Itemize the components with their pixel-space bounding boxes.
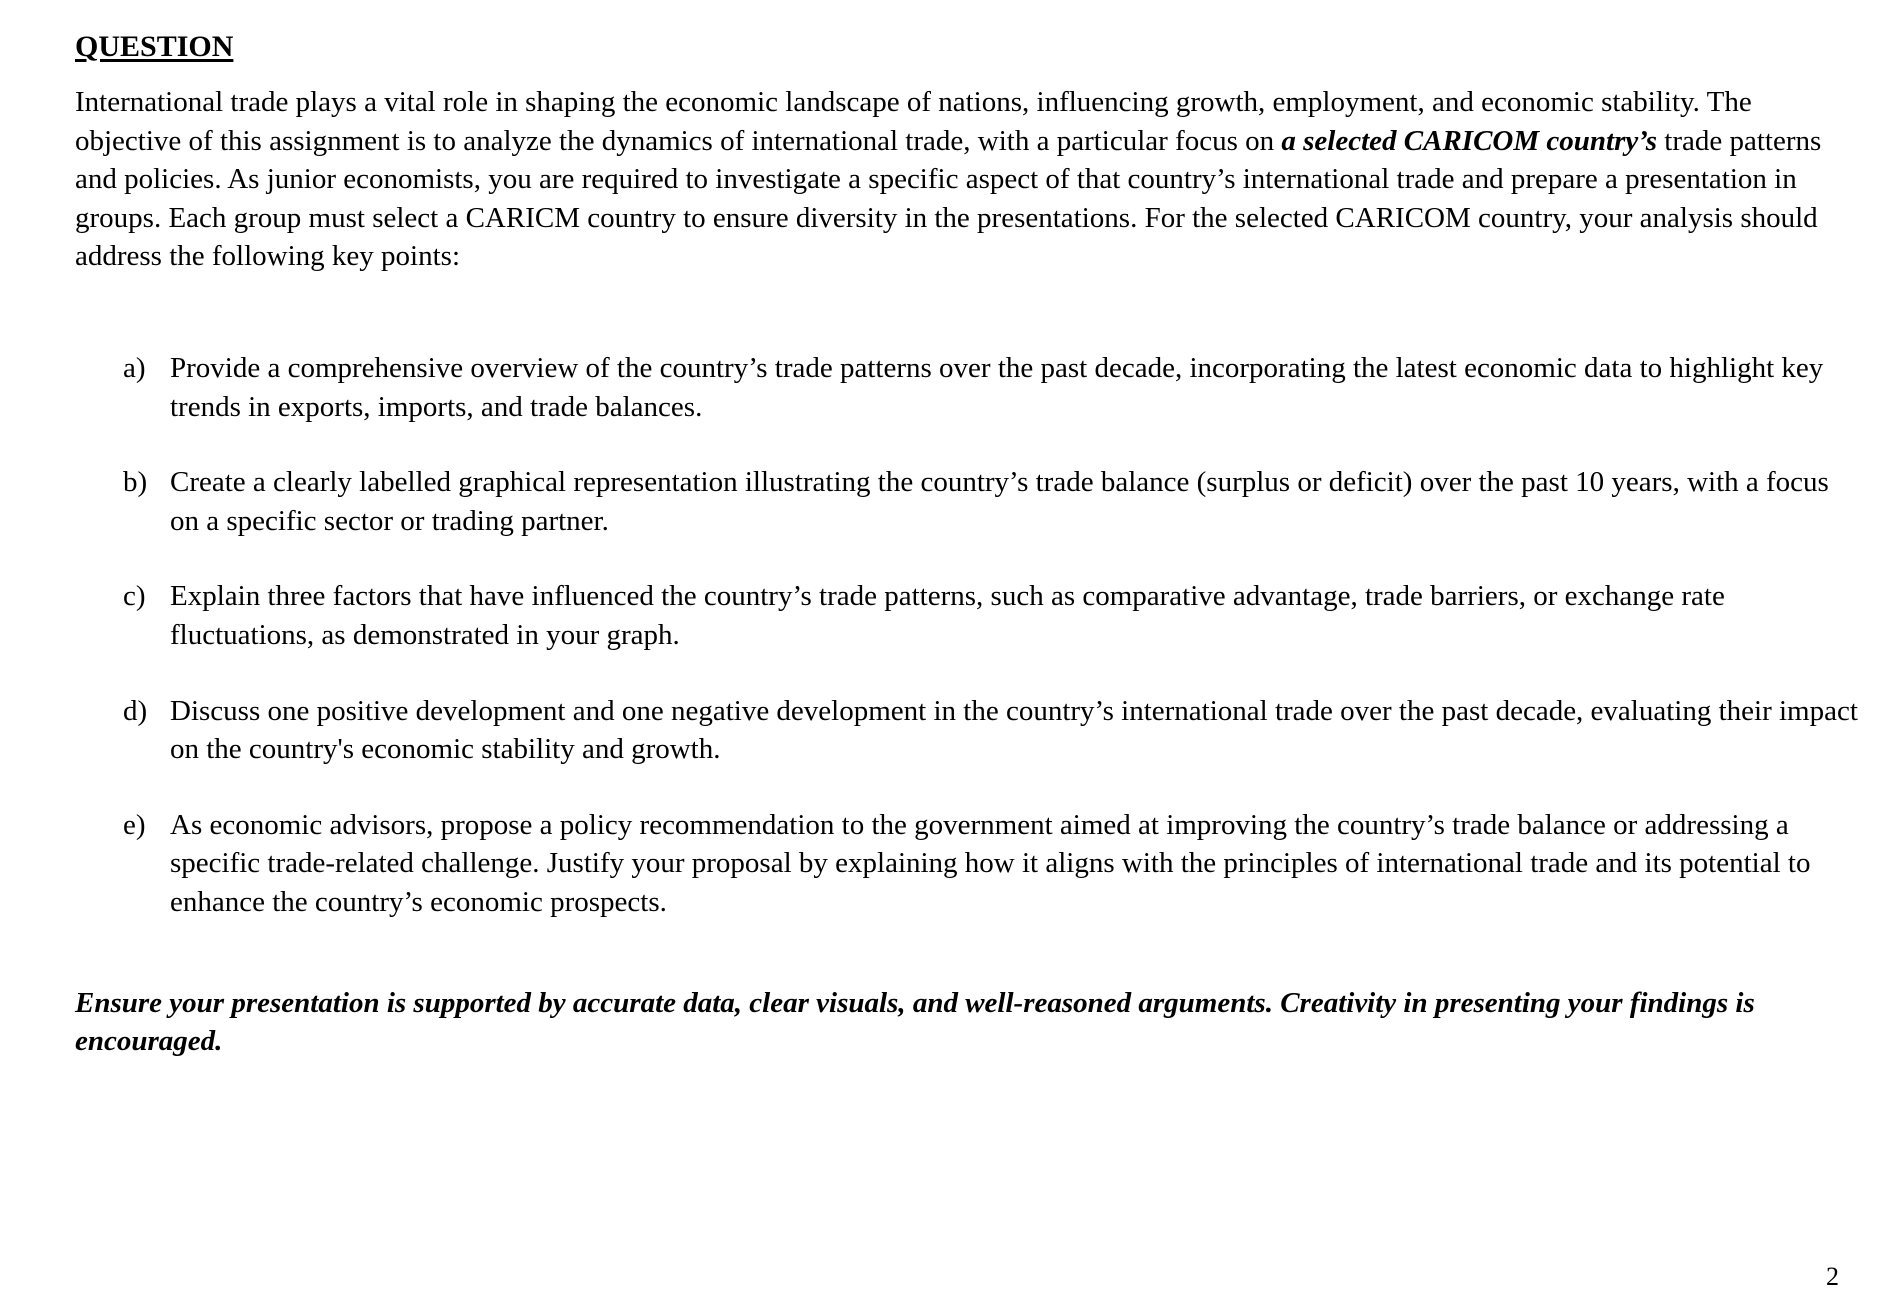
list-item-text: As economic advisors, propose a policy recommendation to the government aimed at improving the country’s trade balance or addressing a specific trade-related challenge. Justify your proposal by explaining how it aligns with the principles of international trade and its potential to enhance the country’s economic prospects. xyxy=(170,808,1811,918)
list-item xyxy=(75,577,1860,654)
list-item xyxy=(75,463,1860,540)
list-item xyxy=(75,692,1860,769)
list-item xyxy=(75,349,1860,426)
list-marker: e) xyxy=(123,808,146,841)
page-number: 2 xyxy=(1826,1262,1839,1291)
list-item-text: Explain three factors that have influenced the country’s trade patterns, such as comparative advantage, trade barriers, or exchange rate fluctuations, as demonstrated in your graph. xyxy=(170,580,1725,651)
list-marker: a) xyxy=(123,351,146,384)
intro-emphasis: a selected CARICOM country’s xyxy=(1281,124,1658,157)
list-marker: c) xyxy=(123,580,146,613)
intro-text-part1: International trade plays a vital role in shaping the economic landscape of nations, influencing growth, employment, and economic stability. The objective of this assignment is to analyze the dynamics of international trade, with a particular focus on xyxy=(75,86,1752,157)
document-page xyxy=(75,28,1858,1090)
intro-text-part2: trade patterns and policies. As junior economists, you are required to investigate a specific aspect of that country’s international trade and prepare a presentation in groups. Each group must select a CARICM country to ensure diversity in the presentations. For the selected CARICOM country, your analysis should address the following key points: xyxy=(75,124,1822,273)
list-item-text: Create a clearly labelled graphical representation illustrating the country’s trade balance (surplus or deficit) over the past 10 years, with a focus on a specific sector or trading partner. xyxy=(170,466,1829,537)
list-item-text: Discuss one positive development and one negative development in the country’s international trade over the past decade, evaluating their impact on the country's economic stability and growth. xyxy=(170,694,1858,766)
list-marker: b) xyxy=(123,466,148,499)
key-points-list xyxy=(75,349,1858,922)
question-heading: QUESTION xyxy=(75,30,234,63)
list-item-text: Provide a comprehensive overview of the country’s trade patterns over the past decade, incorporating the latest economic data to highlight key trends in exports, imports, and trade balances. xyxy=(170,351,1824,423)
list-marker: d) xyxy=(123,694,148,727)
intro-paragraph xyxy=(75,83,1855,276)
list-item xyxy=(75,806,1860,922)
closing-note: Ensure your presentation is supported by accurate data, clear visuals, and well-reasoned arguments. Creativity in presenting your findings is encouraged. xyxy=(75,986,1755,1058)
